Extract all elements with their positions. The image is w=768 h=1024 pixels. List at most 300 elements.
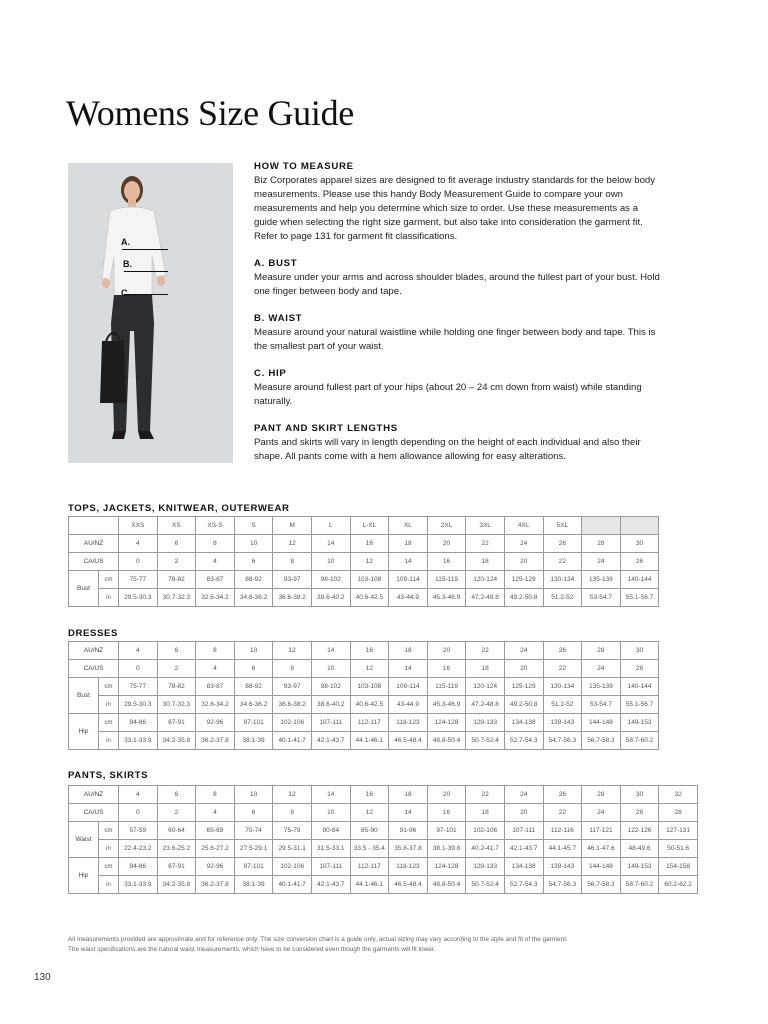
table-cell: 58.7-60.2: [620, 876, 659, 894]
table-cell: 54.7-56.3: [543, 732, 582, 750]
group-label-cell: Bust: [69, 571, 99, 607]
unit-cell: in: [99, 876, 119, 894]
hip-text: Measure around fullest part of your hips (about 20 – 24 cm down from waist) while standing naturally.: [254, 382, 642, 407]
tops-size-table: [68, 516, 659, 607]
table-cell: 22.4-23.2: [119, 840, 158, 858]
table-cell: 125-129: [504, 678, 543, 696]
table-row: [69, 732, 659, 750]
waist-measure-line: [124, 271, 168, 272]
table-cell: 2: [157, 553, 196, 571]
table-cell: 50.7-52.4: [466, 876, 505, 894]
table-cell: 14: [311, 642, 350, 660]
table-row: [69, 660, 659, 678]
hip-marker: C.: [121, 288, 130, 298]
table-cell: 102-106: [273, 714, 312, 732]
table-cell: 0: [119, 804, 158, 822]
unit-cell: cm: [99, 714, 119, 732]
table-cell: 14: [389, 804, 428, 822]
table-cell: 93-97: [273, 678, 312, 696]
table-row: [69, 553, 659, 571]
pants-size-table: [68, 785, 698, 894]
table-cell: 102-106: [466, 822, 505, 840]
bust-marker: A.: [121, 237, 130, 247]
table-cell: 8: [196, 786, 235, 804]
table-cell: 53-54.7: [582, 696, 621, 714]
table-cell: 112-117: [350, 714, 389, 732]
table-cell: 87-91: [157, 858, 196, 876]
table-cell: 144-148: [582, 714, 621, 732]
table-row: [69, 804, 698, 822]
table-cell: 140-144: [620, 571, 659, 589]
table-corner-cell: [69, 517, 119, 535]
table-cell: 24: [582, 804, 621, 822]
table-cell: 20: [427, 642, 466, 660]
table-cell: 10: [234, 786, 273, 804]
dresses-section-title: DRESSES: [68, 628, 119, 639]
size-header-cell: XS: [157, 517, 196, 535]
table-cell: 139-143: [543, 858, 582, 876]
table-cell: 49.2-50.8: [504, 696, 543, 714]
table-cell: 14: [311, 786, 350, 804]
unit-cell: cm: [99, 678, 119, 696]
table-cell: 24: [582, 660, 621, 678]
size-header-cell: L-XL: [350, 517, 389, 535]
table-cell: 22: [466, 642, 505, 660]
hip-heading: C. HIP: [254, 368, 287, 379]
table-cell: 29.5-30.3: [119, 696, 158, 714]
table-cell: 4: [196, 553, 235, 571]
table-cell: 107-111: [311, 714, 350, 732]
table-cell: 48.8-50.4: [427, 876, 466, 894]
size-header-cell: XXS: [119, 517, 158, 535]
table-cell: 0: [119, 553, 158, 571]
table-cell: 38.1-39: [234, 876, 273, 894]
table-cell: 85-90: [350, 822, 389, 840]
table-cell: 54.7-56.3: [543, 876, 582, 894]
table-cell: 34.2-35.8: [157, 876, 196, 894]
table-cell: 47.2-48.8: [466, 696, 505, 714]
table-cell: 134-138: [504, 714, 543, 732]
table-cell: 24: [582, 553, 621, 571]
table-cell: 51.2-52: [543, 589, 582, 607]
table-cell: 14: [389, 660, 428, 678]
table-cell: 80-84: [311, 822, 350, 840]
table-cell: 56.7-58.3: [582, 876, 621, 894]
row-label-cell: AU/NZ: [69, 642, 119, 660]
unit-cell: cm: [99, 822, 119, 840]
table-row: [69, 840, 698, 858]
table-cell: 4: [119, 786, 158, 804]
table-cell: 4: [196, 804, 235, 822]
group-label-cell: Waist: [69, 822, 99, 858]
table-cell: 122-126: [620, 822, 659, 840]
table-cell: 0: [119, 660, 158, 678]
table-row: [69, 535, 659, 553]
table-cell: 20: [504, 553, 543, 571]
table-cell: 88-92: [234, 571, 273, 589]
table-cell: 46.5-48.4: [389, 732, 428, 750]
bust-measure-line: [122, 249, 168, 250]
row-label-cell: CA/US: [69, 804, 119, 822]
table-cell: 8: [196, 535, 235, 553]
table-row: [69, 696, 659, 714]
table-cell: 97-101: [427, 822, 466, 840]
table-cell: 20: [504, 804, 543, 822]
table-cell: 30: [620, 535, 659, 553]
table-cell: 26: [620, 804, 659, 822]
table-cell: 83-87: [196, 571, 235, 589]
table-cell: 44.1-46.1: [350, 732, 389, 750]
hip-measure-line: [124, 294, 168, 295]
table-cell: 56.7-58.3: [582, 732, 621, 750]
table-cell: 36.6-38.2: [273, 589, 312, 607]
unit-cell: cm: [99, 858, 119, 876]
table-cell: 16: [350, 642, 389, 660]
group-label-cell: Bust: [69, 678, 99, 714]
table-cell: 49.2-50.8: [504, 589, 543, 607]
table-cell: 28: [582, 642, 621, 660]
size-header-cell: XL: [389, 517, 428, 535]
table-cell: 60.2-62.2: [659, 876, 698, 894]
table-cell: 33.1-33.9: [119, 732, 158, 750]
group-label-cell: Hip: [69, 858, 99, 894]
table-cell: 60-64: [157, 822, 196, 840]
table-cell: 103-108: [350, 678, 389, 696]
tops-section-title: TOPS, JACKETS, KNITWEAR, OUTERWEAR: [68, 503, 290, 514]
table-cell: 92-96: [196, 714, 235, 732]
how-to-measure-text: Biz Corporates apparel sizes are designed to fit average industry standards for the below body measurements. Please use this handy Body Measurement Guide to compare your own measurements and help you determine which size to order. Use these measurements as a guide when selecting the right size garment, but also take into consideration the garment fit. Refer to page 131 for garment fit classifications.: [254, 175, 656, 242]
table-cell: 38.6-40.2: [311, 589, 350, 607]
row-label-cell: CA/US: [69, 553, 119, 571]
table-cell: 22: [543, 553, 582, 571]
table-cell: 44.1-46.1: [350, 876, 389, 894]
table-cell: 149-153: [620, 714, 659, 732]
table-cell: 22: [543, 660, 582, 678]
table-row: [69, 571, 659, 589]
table-cell: 24: [504, 535, 543, 553]
size-header-cell: XS-S: [196, 517, 235, 535]
page-number: 130: [34, 972, 51, 983]
table-cell: 30.7-32.3: [157, 696, 196, 714]
table-row: [69, 786, 698, 804]
size-header-cell: S: [234, 517, 273, 535]
table-cell: 48.8-50.4: [427, 732, 466, 750]
size-header-cell: 2XL: [427, 517, 466, 535]
table-cell: 32: [659, 786, 698, 804]
how-to-measure-heading: HOW TO MEASURE: [254, 161, 354, 172]
table-cell: 40.6-42.5: [350, 589, 389, 607]
unit-cell: in: [99, 840, 119, 858]
table-cell: 12: [350, 804, 389, 822]
size-header-cell: 3XL: [466, 517, 505, 535]
table-cell: 34.2-35.8: [157, 732, 196, 750]
table-cell: 8: [273, 553, 312, 571]
table-cell: 107-111: [504, 822, 543, 840]
table-cell: 107-111: [311, 858, 350, 876]
table-cell: 139-143: [543, 714, 582, 732]
table-cell: 18: [466, 804, 505, 822]
table-cell: 30.7-32.3: [157, 589, 196, 607]
table-cell: 6: [157, 642, 196, 660]
table-cell: 2: [157, 804, 196, 822]
waist-marker: B.: [123, 259, 132, 269]
size-header-cell: [582, 517, 621, 535]
table-cell: 134-138: [504, 858, 543, 876]
table-cell: 18: [389, 535, 428, 553]
table-cell: 12: [273, 786, 312, 804]
table-cell: 84-86: [119, 858, 158, 876]
table-cell: 24: [504, 642, 543, 660]
table-cell: 124-128: [427, 714, 466, 732]
group-label-cell: Hip: [69, 714, 99, 750]
table-cell: 38.1-39.8: [427, 840, 466, 858]
table-cell: 8: [273, 804, 312, 822]
table-cell: 36.6-38.2: [273, 696, 312, 714]
table-cell: 53-54.7: [582, 589, 621, 607]
table-cell: 28: [582, 786, 621, 804]
table-cell: 18: [389, 786, 428, 804]
table-cell: 125-129: [504, 571, 543, 589]
table-cell: 91-96: [389, 822, 428, 840]
table-cell: 47.2-48.8: [466, 589, 505, 607]
table-cell: 112-116: [543, 822, 582, 840]
table-cell: 50.7-52.4: [466, 732, 505, 750]
table-cell: 75-77: [119, 678, 158, 696]
table-cell: 16: [427, 660, 466, 678]
table-cell: 38.6-40.2: [311, 696, 350, 714]
table-cell: 10: [234, 642, 273, 660]
pants-section-title: PANTS, SKIRTS: [68, 770, 149, 781]
table-row: [69, 517, 659, 535]
lengths-text: Pants and skirts will vary in length depending on the height of each individual and also their shape. All pants come with a hem allowance allowing for easy alterations.: [254, 437, 641, 462]
size-header-cell: [620, 517, 659, 535]
table-cell: 33.1-33.9: [119, 876, 158, 894]
table-row: [69, 714, 659, 732]
table-cell: 109-114: [389, 571, 428, 589]
table-row: [69, 876, 698, 894]
table-cell: 102-106: [273, 858, 312, 876]
table-cell: 46.1-47.6: [582, 840, 621, 858]
table-cell: 149-153: [620, 858, 659, 876]
table-row: [69, 822, 698, 840]
table-cell: 83-87: [196, 678, 235, 696]
lengths-heading: PANT AND SKIRT LENGTHS: [254, 423, 398, 434]
table-cell: 2: [157, 660, 196, 678]
table-cell: 43-44.9: [389, 589, 428, 607]
table-cell: 20: [504, 660, 543, 678]
row-label-cell: CA/US: [69, 660, 119, 678]
table-cell: 65-69: [196, 822, 235, 840]
table-cell: 57-59: [119, 822, 158, 840]
table-row: [69, 858, 698, 876]
table-cell: 29.5-30.3: [119, 589, 158, 607]
table-cell: 84-86: [119, 714, 158, 732]
table-cell: 14: [311, 535, 350, 553]
table-cell: 14: [389, 553, 428, 571]
table-row: [69, 642, 659, 660]
table-cell: 10: [311, 553, 350, 571]
table-row: [69, 678, 659, 696]
table-cell: 36.2-37.8: [196, 732, 235, 750]
table-cell: 12: [273, 535, 312, 553]
table-cell: 18: [466, 660, 505, 678]
table-cell: 52.7-54.3: [504, 876, 543, 894]
table-cell: 88-92: [234, 678, 273, 696]
table-cell: 48-49.6: [620, 840, 659, 858]
table-cell: 33.5 - 35.4: [350, 840, 389, 858]
size-header-cell: L: [311, 517, 350, 535]
table-cell: 28: [582, 535, 621, 553]
table-cell: 26: [543, 786, 582, 804]
table-cell: 6: [157, 535, 196, 553]
table-cell: 6: [157, 786, 196, 804]
table-cell: 36.2-37.8: [196, 876, 235, 894]
table-cell: 16: [350, 786, 389, 804]
table-cell: 18: [389, 642, 428, 660]
table-cell: 16: [427, 804, 466, 822]
table-cell: 12: [350, 660, 389, 678]
table-cell: 40.1-41.7: [273, 876, 312, 894]
table-cell: 129-133: [466, 858, 505, 876]
table-cell: 6: [234, 660, 273, 678]
waist-text: Measure around your natural waistline while holding one finger between body and tape. This is the smallest part of your waist.: [254, 327, 656, 352]
table-cell: 22: [543, 804, 582, 822]
table-cell: 75-77: [119, 571, 158, 589]
table-cell: 28: [659, 804, 698, 822]
table-cell: 8: [196, 642, 235, 660]
table-cell: 10: [234, 535, 273, 553]
table-cell: 46.5-48.4: [389, 876, 428, 894]
size-header-cell: M: [273, 517, 312, 535]
table-cell: 130-134: [543, 571, 582, 589]
table-cell: 32.6-34.2: [196, 589, 235, 607]
table-cell: 26: [543, 535, 582, 553]
table-cell: 42.1-43.7: [311, 732, 350, 750]
measurement-instructions: [254, 160, 664, 477]
table-cell: 51.2-52: [543, 696, 582, 714]
table-cell: 103-108: [350, 571, 389, 589]
table-cell: 70-74: [234, 822, 273, 840]
table-cell: 38.1-39: [234, 732, 273, 750]
unit-cell: in: [99, 696, 119, 714]
table-cell: 32.6-34.2: [196, 696, 235, 714]
unit-cell: in: [99, 589, 119, 607]
table-cell: 34.6-36.2: [234, 696, 273, 714]
table-cell: 30: [620, 642, 659, 660]
table-cell: 10: [311, 660, 350, 678]
table-cell: 112-117: [350, 858, 389, 876]
row-label-cell: AU/NZ: [69, 786, 119, 804]
model-illustration: [68, 163, 233, 463]
table-cell: 26: [620, 660, 659, 678]
table-cell: 120-124: [466, 571, 505, 589]
table-cell: 22: [466, 786, 505, 804]
table-cell: 4: [119, 535, 158, 553]
bust-heading: A. BUST: [254, 258, 298, 269]
table-cell: 16: [427, 553, 466, 571]
table-cell: 130-134: [543, 678, 582, 696]
footnote-line-1: All measurements provided are approximate and for reference only. The size conversion chart is a guide only, actual sizing may vary according to the style and fit of the garment.: [68, 936, 568, 943]
size-header-cell: 5XL: [543, 517, 582, 535]
table-cell: 118-123: [389, 714, 428, 732]
table-cell: 50-51.6: [659, 840, 698, 858]
table-cell: 42.1-43.7: [504, 840, 543, 858]
table-cell: 10: [311, 804, 350, 822]
table-cell: 30: [620, 786, 659, 804]
table-cell: 55.1-56.7: [620, 589, 659, 607]
table-cell: 24: [504, 786, 543, 804]
table-row: [69, 589, 659, 607]
table-cell: 124-128: [427, 858, 466, 876]
table-cell: 6: [234, 553, 273, 571]
table-cell: 140-144: [620, 678, 659, 696]
table-cell: 31.5-33.1: [311, 840, 350, 858]
table-cell: 4: [196, 660, 235, 678]
table-cell: 45.3-46.9: [427, 696, 466, 714]
table-cell: 58.7-60.2: [620, 732, 659, 750]
table-cell: 25.6-27.2: [196, 840, 235, 858]
table-cell: 26: [620, 553, 659, 571]
table-cell: 40.2-41.7: [466, 840, 505, 858]
table-cell: 78-82: [157, 678, 196, 696]
table-cell: 92-96: [196, 858, 235, 876]
table-cell: 26: [543, 642, 582, 660]
table-cell: 22: [466, 535, 505, 553]
unit-cell: cm: [99, 571, 119, 589]
table-cell: 42.1-43.7: [311, 876, 350, 894]
table-cell: 154-158: [659, 858, 698, 876]
table-cell: 16: [350, 535, 389, 553]
table-cell: 118-123: [389, 858, 428, 876]
table-cell: 43-44.9: [389, 696, 428, 714]
table-cell: 135-139: [582, 571, 621, 589]
table-cell: 18: [466, 553, 505, 571]
waist-heading: B. WAIST: [254, 313, 303, 324]
table-cell: 55.1-56.7: [620, 696, 659, 714]
table-cell: 135-139: [582, 678, 621, 696]
table-cell: 20: [427, 786, 466, 804]
size-header-cell: 4XL: [504, 517, 543, 535]
table-cell: 27.5-29.1: [234, 840, 273, 858]
page-title: Womens Size Guide: [66, 93, 354, 133]
table-cell: 40.6-42.5: [350, 696, 389, 714]
table-cell: 120-124: [466, 678, 505, 696]
table-cell: 98-102: [311, 678, 350, 696]
table-cell: 115-119: [427, 571, 466, 589]
table-cell: 75-79: [273, 822, 312, 840]
footnote: [68, 935, 718, 955]
table-cell: 4: [119, 642, 158, 660]
table-cell: 44.1-45.7: [543, 840, 582, 858]
table-cell: 93-97: [273, 571, 312, 589]
dresses-size-table: [68, 641, 659, 750]
table-cell: 20: [427, 535, 466, 553]
table-cell: 8: [273, 660, 312, 678]
table-cell: 78-82: [157, 571, 196, 589]
table-cell: 35.8-37.8: [389, 840, 428, 858]
table-cell: 144-148: [582, 858, 621, 876]
table-cell: 34.6-36.2: [234, 589, 273, 607]
row-label-cell: AU/NZ: [69, 535, 119, 553]
table-cell: 115-119: [427, 678, 466, 696]
table-cell: 45.3-46.9: [427, 589, 466, 607]
bust-text: Measure under your arms and across shoulder blades, around the fullest part of your bust. Hold one finger between body and tape.: [254, 272, 660, 297]
table-cell: 129-133: [466, 714, 505, 732]
model-photo: [68, 163, 233, 463]
table-cell: 12: [350, 553, 389, 571]
table-cell: 127-131: [659, 822, 698, 840]
unit-cell: in: [99, 732, 119, 750]
